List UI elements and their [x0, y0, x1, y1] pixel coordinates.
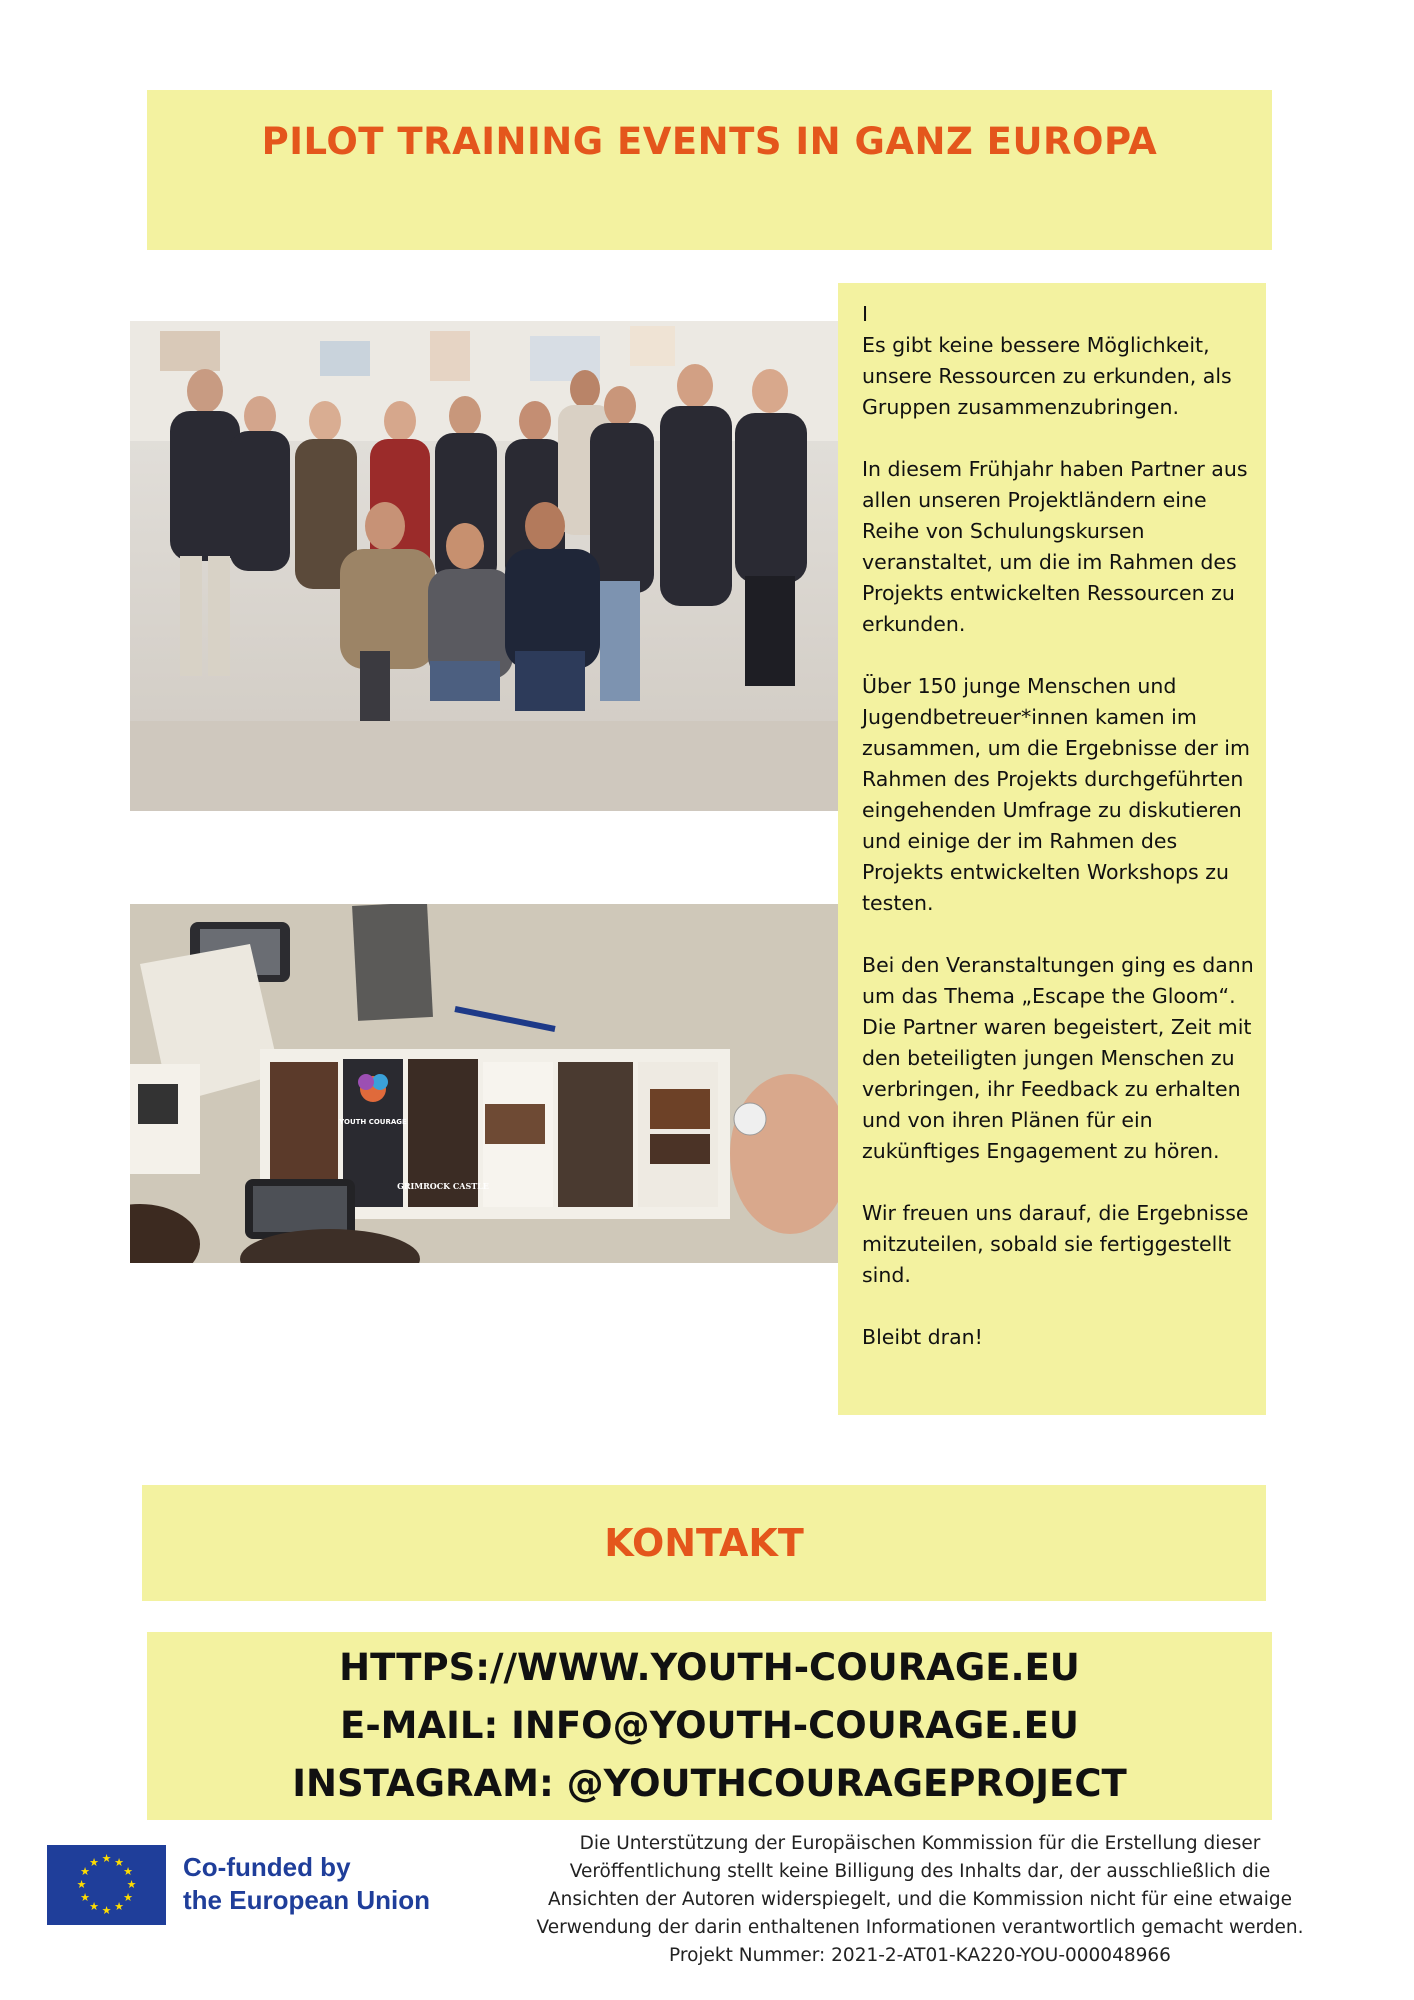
- disclaimer-line: Die Unterstützung der Europäischen Kommission für die Erstellung dieser: [579, 1833, 1261, 1854]
- svg-text:★: ★: [80, 1865, 90, 1878]
- eu-label-line2: the European Union: [183, 1885, 430, 1915]
- svg-text:★: ★: [89, 1900, 99, 1913]
- article-panel: [838, 283, 1266, 1415]
- paragraph-escape-the-gloom: Bei den Veranstaltungen ging es dann um das Thema „Escape the Gloom“. Die Partner waren begeistert, Zeit mit den beteiligten jungen Menschen zu verbringen, ihr Feedback zu erhalten und von ihren Plänen für ein zukünftiges Engagement zu hören.: [862, 953, 1254, 1163]
- instagram-link[interactable]: INSTAGRAM: @YOUTHCOURAGEPROJECT: [292, 1762, 1127, 1805]
- disclaimer-line: Verwendung der darin enthaltenen Informationen verantwortlich gemacht werden.: [536, 1917, 1304, 1938]
- svg-text:★: ★: [89, 1856, 99, 1869]
- svg-text:★: ★: [126, 1878, 137, 1891]
- paragraph-results: Wir freuen uns darauf, die Ergebnisse mitzuteilen, sobald sie fertiggestellt sind.: [862, 1201, 1249, 1287]
- website-link[interactable]: HTTPS://WWW.YOUTH-COURAGE.EU: [339, 1646, 1080, 1689]
- svg-text:★: ★: [114, 1900, 124, 1913]
- group-photo: [130, 321, 838, 811]
- paragraph-participants: Über 150 junge Menschen und Jugendbetreuer*innen kamen im zusammen, um die Ergebnisse der im Rahmen des Projekts durchgeführten eingehenden Umfrage zu diskutieren und einige der im Rahmen des Projekts entwickelten Workshops zu testen.: [862, 674, 1250, 915]
- eu-stars-icon: [47, 1845, 166, 1925]
- contact-details-panel: [147, 1632, 1272, 1820]
- eu-label-line1: Co-funded by: [183, 1852, 351, 1882]
- eu-flag-icon: [47, 1845, 166, 1925]
- paragraph-spring: In diesem Frühjahr haben Partner aus allen unseren Projektländern eine Reihe von Schulungskursen veranstaltet, um die im Rahmen des Projekts entwickelten Ressourcen zu erkunden.: [862, 457, 1248, 636]
- contact-heading: KONTAKT: [604, 1521, 804, 1565]
- svg-text:★: ★: [123, 1891, 133, 1904]
- contact-heading-banner: [142, 1485, 1266, 1601]
- brochure-brand: YOUTH COURAGE: [339, 1118, 407, 1126]
- disclaimer-line: Veröffentlichung stellt keine Billigung des Inhalts dar, der ausschließlich die: [569, 1861, 1271, 1882]
- disclaimer-line: Ansichten der Autoren widerspiegelt, und die Kommission nicht für eine etwaige: [547, 1889, 1292, 1910]
- group-photo-illustration: [130, 321, 838, 811]
- eu-cofunded-label: [183, 1851, 430, 1917]
- project-number: Projekt Nummer: 2021-2-AT01-KA220-YOU-000048966: [669, 1945, 1171, 1966]
- title-banner: [147, 90, 1272, 250]
- workshop-photo: [130, 904, 838, 1263]
- svg-text:★: ★: [101, 1852, 112, 1865]
- brochure-castle: GRIMROCK CASTLE: [397, 1181, 489, 1191]
- eu-disclaimer: [470, 1830, 1370, 1970]
- paragraph-intro: I Es gibt keine bessere Möglichkeit, unsere Ressourcen zu erkunden, als Gruppen zusammenzubringen.: [862, 302, 1232, 419]
- workshop-photo-illustration: [130, 904, 838, 1263]
- email-link[interactable]: E-MAIL: INFO@YOUTH-COURAGE.EU: [340, 1704, 1079, 1747]
- svg-text:★: ★: [123, 1865, 133, 1878]
- svg-text:★: ★: [114, 1856, 124, 1869]
- svg-text:★: ★: [80, 1891, 90, 1904]
- article-body: [862, 299, 1262, 1384]
- paragraph-stay-tuned: Bleibt dran!: [862, 1325, 983, 1349]
- svg-text:★: ★: [101, 1904, 112, 1917]
- page-title: PILOT TRAINING EVENTS IN GANZ EUROPA: [261, 120, 1158, 163]
- svg-text:★: ★: [76, 1878, 87, 1891]
